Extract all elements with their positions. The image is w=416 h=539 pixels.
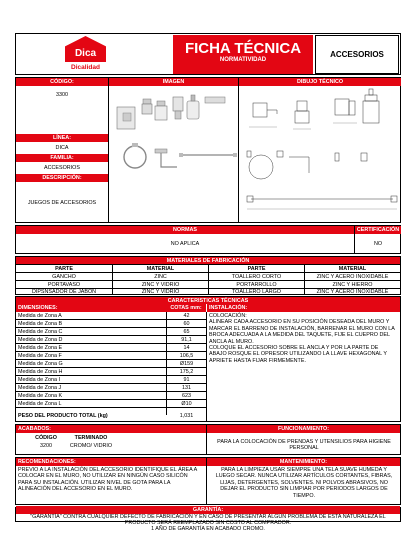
spec-sheet — [15, 33, 401, 532]
page-title: FICHA TÉCNICA — [184, 40, 302, 57]
title-block — [173, 35, 313, 74]
warranty-line: PRODUCTO SERÁ REEMPLAZADO SIN COSTO AL COMPRADOR. — [124, 520, 292, 526]
material-row-material: ZINC — [154, 273, 167, 280]
maintenance-line: PARA LA LIMPIEZA USAR SIEMPRE UNA TELA SUAVE HUMEDA Y — [221, 467, 387, 473]
maintenance-label: MANTENIMIENTO: — [207, 458, 400, 466]
material-row-part2: TOALLERO LARGO — [231, 288, 282, 295]
dimension-label: Medida de Zona K — [16, 392, 166, 400]
family-label: FAMILIA: — [16, 154, 108, 162]
recommendations-text — [18, 467, 204, 493]
dimension-value: 106,5 — [167, 352, 206, 360]
dimension-label: Medida de Zona G — [16, 360, 166, 368]
characteristics-label: CARACTERISTICAS TÉCNICAS — [16, 297, 400, 304]
maintenance-text — [212, 467, 396, 499]
product-family: ACCESORIOS — [44, 165, 80, 171]
material-row-part2: PORTARROLLO — [236, 281, 277, 288]
page-subtitle: NORMATIVIDAD — [219, 57, 267, 63]
code-label: CÓDIGO: — [16, 78, 108, 86]
dimension-value: 42 — [167, 312, 206, 320]
function-text: PARA LA COLOCACIÓN DE PRENDAS Y UTENSILIOS PARA HIGIENE PERSONAL — [217, 439, 391, 452]
certification-label: CERTIFICACIÓN — [356, 227, 400, 233]
dimension-label: Medida de Zona C — [16, 328, 166, 336]
recommendation-line: PARA SU INSTALACIÓN. UTILIZAR NIVEL DE GOTA PARA LA — [18, 479, 171, 486]
category-box — [315, 35, 399, 74]
col-part: PARTE — [55, 265, 73, 272]
dimensions-label: DIMENSIONES: — [16, 304, 166, 312]
installation-line: BROCA ADECUADA A LA MEDIDA DEL TAQUETE, FIJE EL CUEPRO DEL — [209, 332, 390, 339]
dimension-value: 91,1 — [167, 336, 206, 344]
finish-name: CROMO/ VIDRIO — [69, 442, 113, 449]
maintenance-line: LIJAS, DETERGENTES, SOLVENTES. NI POLVOS ABRASIVOS, NO — [220, 479, 388, 486]
installation-line: ANCLA AL MURO. — [209, 338, 254, 345]
brand-logo — [65, 36, 106, 73]
material-row-material: ZINC Y VIDRIO — [141, 288, 180, 295]
installation-label: INSTALACIÓN: — [207, 304, 400, 312]
dimension-value: 14 — [167, 344, 206, 352]
installation-line: COLOCACIÓN: — [209, 313, 247, 319]
function-label: FUNCIONAMIENTO: — [207, 425, 400, 433]
dimension-value: Ø159 — [167, 360, 206, 368]
installation-line: ABAJO ROSQUE EL OPRESOR UTILIZANDO LA LLAVE HEXAGONAL Y — [209, 351, 387, 358]
brand-tagline: Dicalidad — [71, 64, 100, 71]
recommendation-line: COLOCAR EN EL MURO, NO UTILIZAR EN NINGÚN CASO SILICÓN — [18, 473, 188, 480]
finish-code-header: CÓDIGO — [35, 434, 57, 441]
col-material: MATERIAL — [146, 265, 175, 272]
logo-text: Dica — [74, 48, 97, 59]
dimension-value: 175,2 — [167, 368, 206, 376]
material-row-material: ZINC Y VIDRIO — [141, 281, 180, 288]
finish-code: 3200 — [40, 442, 52, 449]
material-row-part2: TOALLERO CORTO — [231, 273, 282, 280]
warranty-label: GARANTÍA: — [16, 506, 400, 514]
installation-line: APRIETE HASTA FIJAR FIRMEMENTE. — [209, 357, 306, 364]
description-label: DESCRIPCIÓN: — [16, 174, 108, 182]
dimension-label: Medida de Zona F — [16, 352, 166, 360]
material-row-material2: ZINC Y HIERRO — [332, 281, 373, 288]
recommendation-line: PREVIO A LA INSTALACIÓN DEL ACCESORIO IDENTIFIQUE EL ÁREA A — [18, 467, 198, 473]
dimension-value: 131 — [167, 384, 206, 392]
maintenance-line: LUEGO SECAR. NUNCA UTILIZAR ARTÍCULOS CORTANTES, FIBRAS, — [215, 473, 393, 480]
installation-text — [209, 313, 399, 364]
dimension-label: Medida de Zona I — [16, 376, 166, 384]
col-part-2: PARTE — [247, 265, 266, 272]
dimensions-unit-label: COTAS mm: — [166, 304, 206, 312]
dimension-value: Ø10 — [167, 400, 206, 408]
care-section — [15, 457, 401, 505]
installation-line: COLOQUE EL ACCESORIO SOBRE EL ANCLA Y POR LA PARTE DE — [209, 345, 379, 352]
weight-value: 1,031 — [179, 412, 194, 419]
material-row-part: DIPSNSADOR DE JABÓN — [31, 288, 97, 295]
maintenance-line: TIEMPO. — [292, 492, 316, 499]
finish-label: ACABADOS: — [16, 425, 206, 433]
dimension-label: Medida de Zona B — [16, 320, 166, 328]
characteristics-section — [15, 296, 401, 422]
dimension-label: Medida de Zona J — [16, 384, 166, 392]
finish-name-header: TERMINADO — [74, 434, 108, 441]
dimension-value: 623 — [167, 392, 206, 400]
dimension-label: Medida de Zona H — [16, 368, 166, 376]
dimensions-table — [16, 312, 206, 408]
materials-section — [15, 256, 401, 295]
dimension-label: Medida de Zona D — [16, 336, 166, 344]
certification-value: NO — [373, 241, 383, 247]
finish-section — [15, 424, 401, 455]
dimension-value: 91 — [167, 376, 206, 384]
line-label: LÍNEA: — [16, 134, 108, 142]
product-section — [15, 77, 401, 223]
image-label: IMAGEN — [109, 78, 238, 86]
product-description: JUEGOS DE ACCESORIOS — [27, 200, 97, 206]
warranty-line: 1 AÑO DE GARANTÍA EN ACABADO CROMO. — [151, 526, 265, 532]
technical-drawing — [239, 87, 401, 223]
dimension-label: Medida de Zona L — [16, 400, 166, 408]
product-code: 3300 — [56, 92, 68, 98]
norms-value: NO APLICA — [170, 241, 200, 247]
recommendation-line: ALINEACIÓN DEL ACCESORIO EN EL MURO. — [18, 486, 133, 493]
maintenance-line: DEJAR EL PRODUCTO SIN LIMPIAR POR PERIODOS LARGOS DE — [220, 486, 388, 493]
recommendations-label: RECOMENDACIONES: — [16, 458, 206, 466]
norms-section — [15, 225, 401, 254]
material-row-part: GANCHO — [52, 273, 76, 280]
warranty-line: "GARANTÍA" CONTRA CUALQUIER DEFECTO DE FABRICACIÓN Y EN CASO DE PRESENTAR ALGÚN PROBLEMA DE ESTA NATURALEZA EL — [30, 514, 386, 520]
weight-label: PESO DEL PRODUCTO TOTAL (kg) — [18, 412, 108, 419]
header — [15, 33, 401, 75]
norms-label: NORMAS — [16, 226, 354, 234]
installation-line: ALINEAR CADA ACCESORIO EN SU POSICIÓN DESEADA DEL MURO Y — [209, 319, 390, 326]
drawing-label: DIBUJO TÉCNICO — [239, 78, 401, 86]
installation-line: MARCAR EL BARRENO DE INSTALACIÓN, BARRENAR EL MURO CON LA — [209, 325, 395, 332]
dimension-label: Medida de Zona E — [16, 344, 166, 352]
material-row-part: PORTAVASO — [47, 281, 81, 288]
dimension-label: Medida de Zona A — [16, 312, 166, 320]
product-photos — [109, 87, 238, 223]
material-row-material2: ZINC Y ACERO INOXIDABLE — [316, 273, 389, 280]
warranty-section — [15, 507, 401, 532]
category-label: ACCESORIOS — [330, 50, 384, 59]
dimension-value: 65 — [167, 328, 206, 336]
dimension-value: 60 — [167, 320, 206, 328]
material-row-material2: ZINC Y ACERO INOXIDABLE — [316, 288, 389, 295]
warranty-text — [16, 514, 400, 532]
product-line: DICA — [55, 145, 69, 151]
col-material-2: MATERIAL — [338, 265, 367, 272]
materials-label: MATERIALES DE FABRICACIÓN — [16, 257, 400, 264]
